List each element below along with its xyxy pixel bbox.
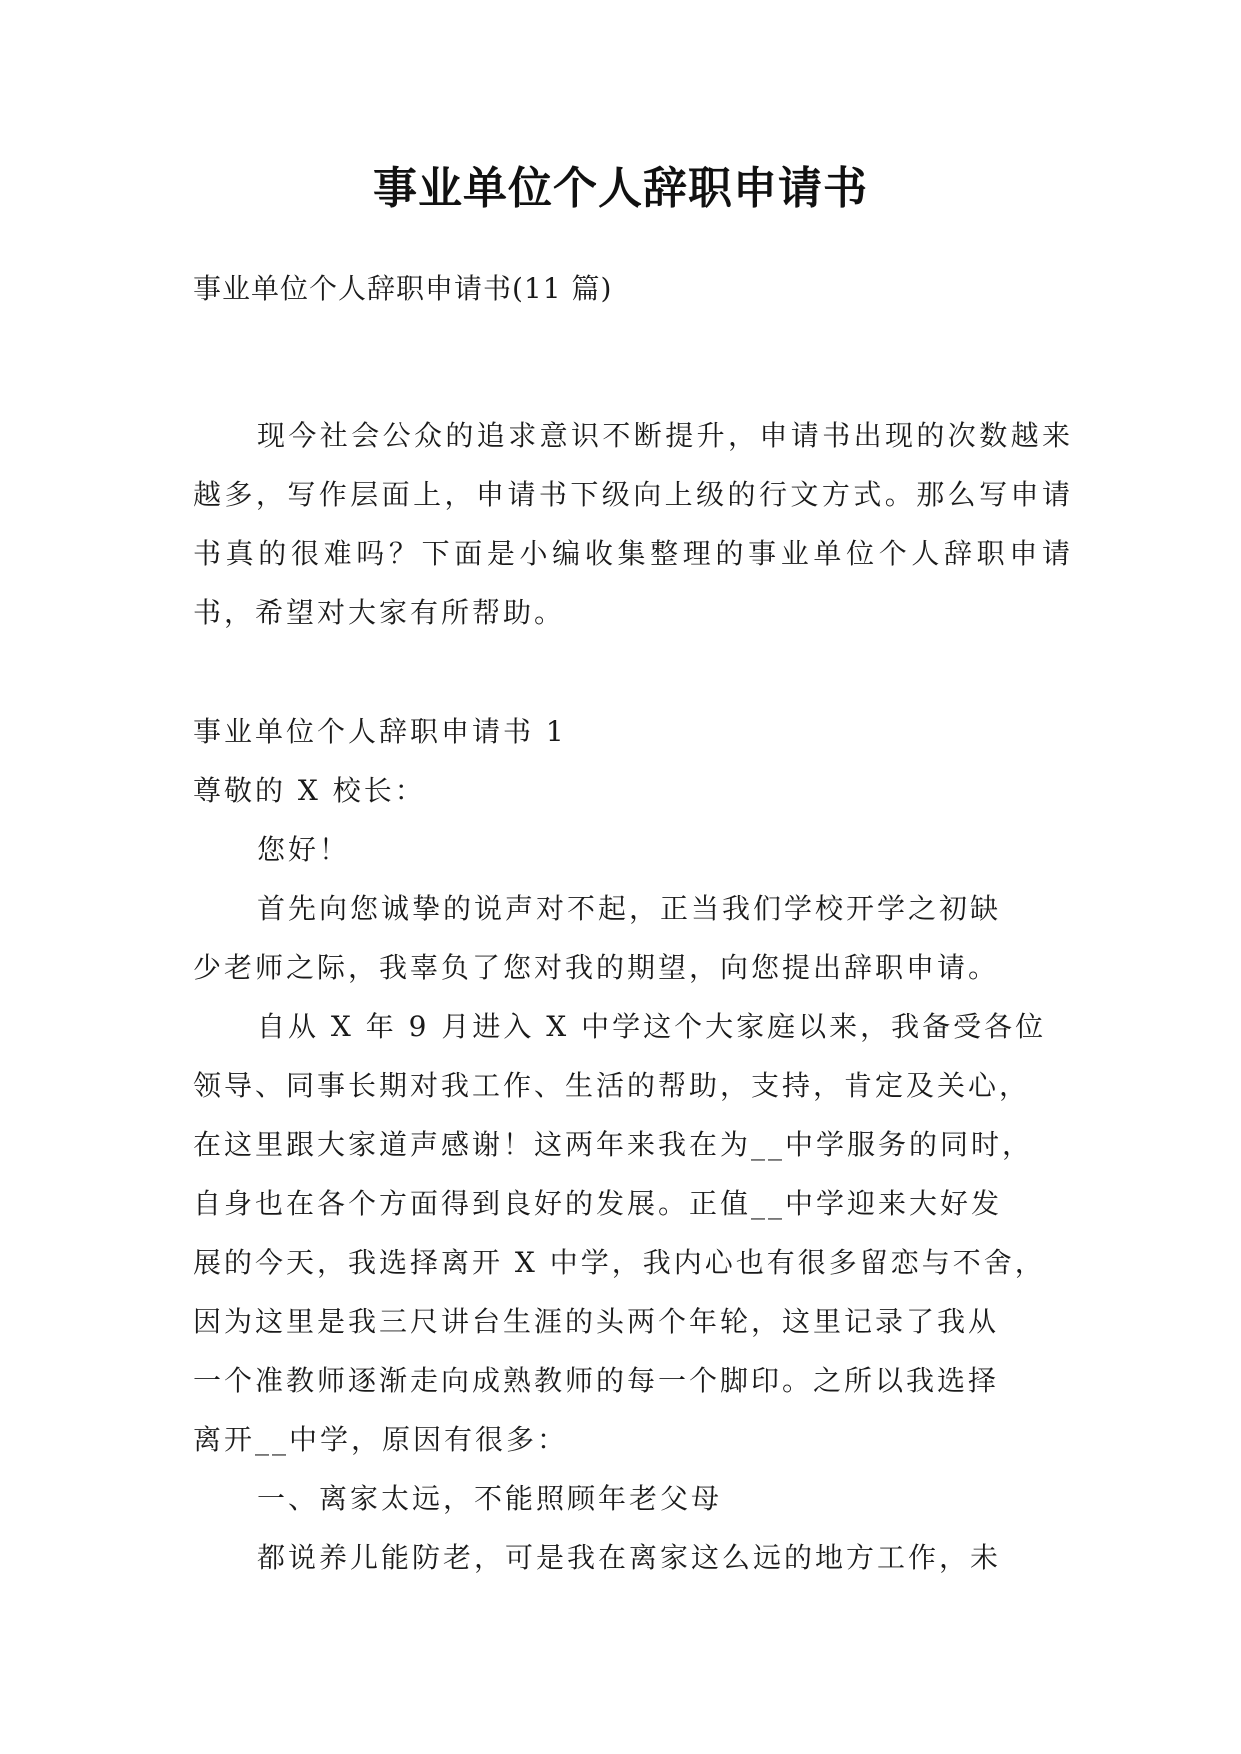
letter-line: 领导、同事长期对我工作、生活的帮助，支持，肯定及关心， [193,1069,1031,1102]
letter-line: 一、离家太远，不能照顾年老父母 [257,1482,723,1515]
section-heading: 事业单位个人辞职申请书 1 [193,715,567,748]
letter-line: 自从 X 年 9 月进入 X 中学这个大家庭以来，我备受各位 [257,1010,1047,1043]
letter-lines [193,879,1073,1587]
letter-line: 展的今天，我选择离开 X 中学，我内心也有很多留恋与不舍， [193,1246,1046,1279]
letter-line: 因为这里是我三尺讲台生涯的头两个年轮，这里记录了我从 [193,1305,1000,1338]
letter-line: 自身也在各个方面得到良好的发展。正值__中学迎来大好发 [193,1187,1003,1220]
intro-paragraph: 现今社会公众的追求意识不断提升，申请书出现的次数越来越多，写作层面上，申请书下级向上级的行文方式。那么写申请书真的很难吗？下面是小编收集整理的事业单位个人辞职申请书，希望对大家有所帮助。 [193,419,1073,629]
letter-line: 少老师之际，我辜负了您对我的期望，向您提出辞职申请。 [193,951,1000,984]
document-title: 事业单位个人辞职申请书 [373,163,868,214]
letter-line: 在这里跟大家道声感谢！这两年来我在为__中学服务的同时， [193,1128,1034,1161]
letter-body [193,702,1073,1587]
letter-line: 一个准教师逐渐走向成熟教师的每一个脚印。之所以我选择 [193,1364,1000,1397]
letter-line: 离开__中学，原因有很多： [193,1423,569,1456]
document-subtitle: 事业单位个人辞职申请书(11 篇) [193,272,613,305]
greeting: 您好！ [257,833,351,866]
letter-line: 首先向您诚挚的说声对不起，正当我们学校开学之初缺 [257,892,1002,925]
salutation: 尊敬的 X 校长： [193,774,426,807]
letter-line: 都说养儿能防老，可是我在离家这么远的地方工作，未 [257,1541,1002,1574]
